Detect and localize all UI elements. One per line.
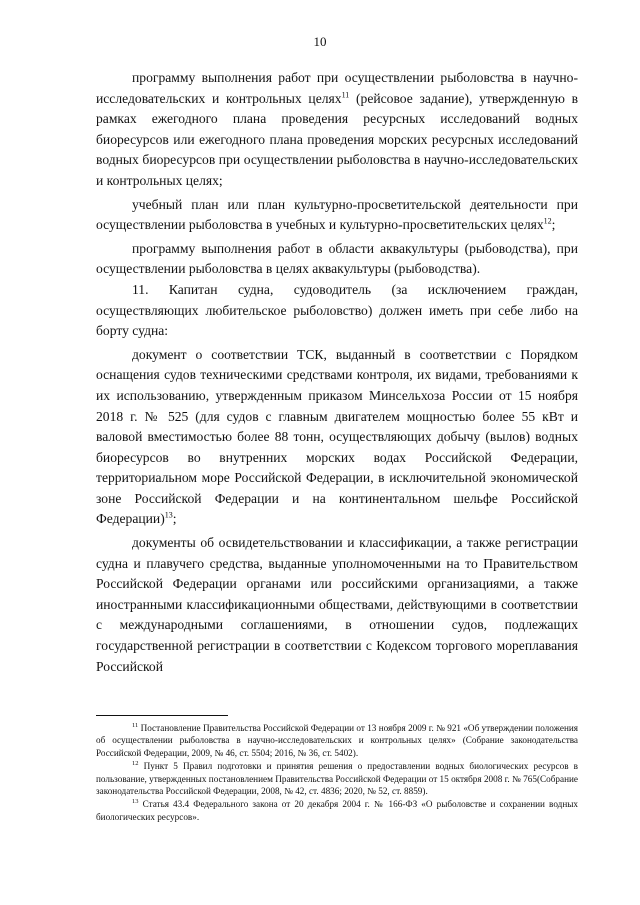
footnotes bbox=[96, 722, 578, 824]
footnote-ref-11[interactable]: 11 bbox=[341, 90, 350, 100]
footnote-11: $^{11}$ Постановление Правительства Российской Федерации от 13 ноября 2009 г. № 921 «Об утверждении положения об осуществлении рыболовства в научно-исследовательских и контрольных целях» (Собрание законодательства Российской Федерации, 2009, № 46, ст. 5504; 2016, № 36, ст. 5402). bbox=[96, 721, 578, 758]
main-text bbox=[96, 68, 578, 677]
footnote-13: $^{13}$ Статья 43.4 Федерального закона от 20 декабря 2004 г. № 166-ФЗ «О рыболовстве и сохранении водных биологических ресурсов». bbox=[96, 798, 578, 822]
paragraph-5: документ о соответствии ТСК, выданный в соответствии с Порядком оснащения судов техническими средствами контроля, их видами, требованиями к их использованию, утвержденным приказом Минсельхоза России от 15 ноября 2018 г. № 525 (для судов с главным двигателем мощностью более 55 кВт и валовой вместимостью более 88 тонн, осуществляющих добычу (вылов) водных биоресурсов во внутренних морских водах Российской Федерации, территориальном море Российской Федерации, в исключительной экономической зоне Российской Федерации и на континентальном шельфе Российской Федерации)$^{13}$; bbox=[96, 346, 578, 527]
paragraph-6: документы об освидетельствовании и классификации, а также регистрации судна и плавучего средства, выданные уполномоченными на то Правительством Российской Федерации органами или российскими организациями, а также иностранными классификационными обществами, действующими в соответствии с международными соглашениями, в отношении судов, подлежащих государственной регистрации в соответствии с Кодексом торгового мореплавания Российской bbox=[96, 535, 578, 674]
page-number: 10 bbox=[313, 34, 327, 49]
footnote-ref-12[interactable]: 12 bbox=[543, 216, 552, 226]
paragraph-1: программу выполнения работ при осуществлении рыболовства в научно-исследовательских и контрольных целях$^{11}$ (рейсовое задание), утвержденную в рамках ежегодного плана проведения ресурсных исследований водных биоресурсов или ежегодного плана проведения морских ресурсных исследований водных биоресурсов при осуществлении рыболовства в научно-исследовательских и контрольных целях; bbox=[96, 70, 578, 188]
paragraph-3: программу выполнения работ в области аквакультуры (рыбоводства), при осуществлении рыболовства в целях аквакультуры (рыбоводства). bbox=[96, 240, 578, 277]
footnote-ref-13[interactable]: 13 bbox=[164, 510, 173, 520]
paragraph-2: учебный план или план культурно-просветительской деятельности при осуществлении рыболовства в учебных и культурно-просветительских целях$^{12}$; bbox=[96, 196, 578, 233]
paragraph-4: 11. Капитан судна, судоводитель (за исключением граждан, осуществляющих любительское рыболовство) должен иметь при себе либо на борту судна: bbox=[96, 281, 578, 339]
footnote-separator bbox=[96, 715, 228, 716]
footnote-12: $^{12}$ Пункт 5 Правил подготовки и принятия решения о предоставлении водных биологических ресурсов в пользование, утвержденных постановлением Правительства Российской Федерации от 15 октября 2008 г. № 765(Собрание законодательства Российской Федерации, 2008, № 42, ст. 4836; 2020, № 52, ст. 8859). bbox=[96, 760, 579, 797]
